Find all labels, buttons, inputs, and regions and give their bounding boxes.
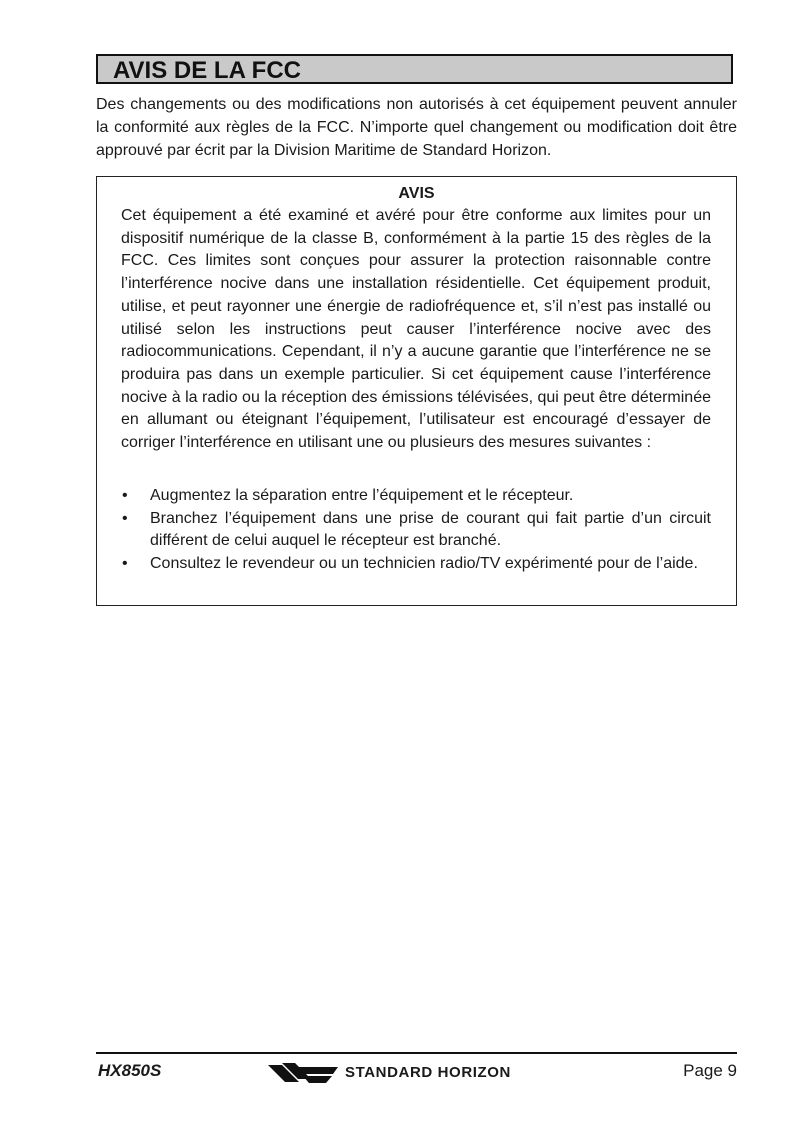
list-item bbox=[121, 553, 711, 576]
notice-title: AVIS bbox=[398, 185, 435, 202]
section-title-bar bbox=[96, 54, 733, 84]
bullet-icon: • bbox=[122, 509, 128, 527]
footer-divider bbox=[96, 1052, 737, 1054]
model-name: HX850S bbox=[98, 1061, 162, 1080]
bullet-text: Consultez le revendeur ou un technicien radio/TV expérimenté pour de l’aide. bbox=[150, 555, 698, 573]
bullet-icon: • bbox=[122, 487, 128, 504]
standard-horizon-logo-icon bbox=[268, 1061, 340, 1085]
notice-bullet-list bbox=[121, 485, 711, 576]
notice-box bbox=[96, 176, 737, 606]
list-item bbox=[121, 508, 711, 553]
page-title: AVIS DE LA FCC bbox=[113, 57, 302, 84]
bullet-text: Augmentez la séparation entre l’équipement et le récepteur. bbox=[150, 487, 574, 504]
bullet-text: Branchez l’équipement dans une prise de courant qui fait partie d’un circuit différent de celui auquel le récepteur est branché. bbox=[150, 509, 711, 550]
bullet-icon: • bbox=[122, 555, 128, 573]
brand-name: STANDARD HORIZON bbox=[345, 1064, 511, 1081]
page-number: Page 9 bbox=[683, 1061, 737, 1080]
list-item bbox=[121, 485, 711, 508]
intro-paragraph: Des changements ou des modifications non autorisés à cet équipement peuvent annuler la conformité aux règles de la FCC. N’importe quel changement ou modification doit être approuvé par écrit par la Division Maritime de Standard Horizon. bbox=[96, 96, 737, 159]
notice-body: Cet équipement a été examiné et avéré pour être conforme aux limites pour un dispositif numérique de la classe B, conformément à la partie 15 des règles de la FCC. Ces limites sont conçues pour assurer la protection raisonnable contre l’interférence nocive dans une installation résidentielle. Cet équipement produit, utilise, et peut rayonner une énergie de radiofréquence et, s’il n’est pas installé ou utilisé selon les instructions peut causer l’interférence nocive avec des radiocommunications. Cependant, il n’y a aucune garantie que l’interférence ne se produira pas dans un exemple particulier. Si cet équipement cause l’interférence nocive à la radio ou la réception des émissions télévisées, qui peut être déterminée en allumant ou éteignant l’équipement, l’utilisateur est encouragé d’essayer de corriger l’interférence en utilisant une ou plusieurs des mesures suivantes : bbox=[121, 207, 711, 452]
brand-logo bbox=[268, 1060, 578, 1086]
